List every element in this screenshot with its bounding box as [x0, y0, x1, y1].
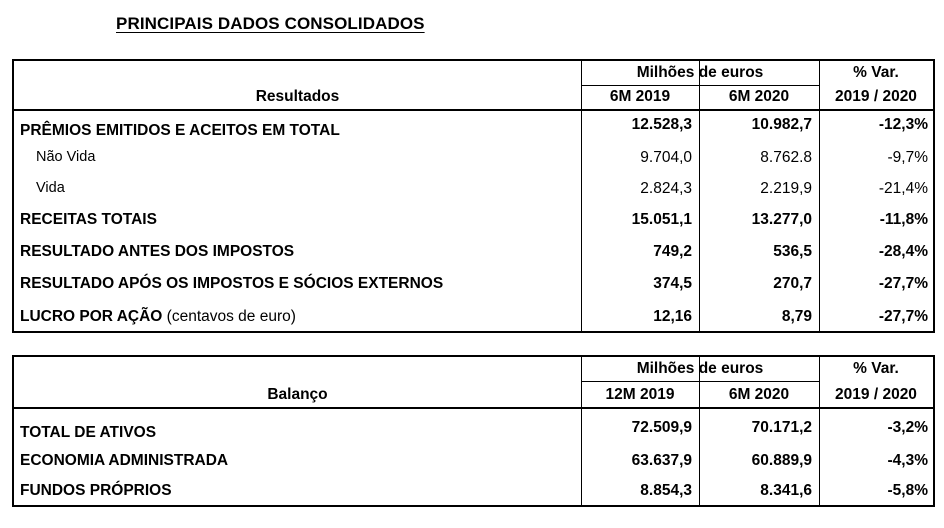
row-value-2019: 374,5 [653, 275, 692, 292]
row-label [20, 308, 296, 326]
row-label: TOTAL DE ATIVOS [20, 424, 157, 441]
results-table [12, 59, 935, 333]
row-value-2020: 13.277,0 [751, 211, 812, 228]
row-label: PRÊMIOS EMITIDOS E ACEITOS EM TOTAL [20, 122, 340, 139]
row-value-2020: 536,5 [773, 243, 812, 260]
row-value-2019: 2.824,3 [640, 180, 692, 197]
row-value-var: -27,7% [878, 308, 928, 325]
row-value-var: -5,8% [887, 482, 928, 499]
column-header-12m-2019: 12M 2019 [605, 386, 675, 403]
row-value-2020: 10.982,7 [751, 116, 812, 133]
row-value-2019: 12.528,3 [631, 116, 692, 133]
balance-table [12, 355, 935, 507]
column-header-6m-2020: 6M 2020 [728, 386, 790, 403]
row-value-2019: 15.051,1 [631, 211, 692, 228]
var-header: % Var. [853, 64, 899, 81]
row-value-2019: 63.637,9 [631, 452, 692, 469]
row-label: ECONOMIA ADMINISTRADA [20, 452, 229, 469]
units-header: Milhões de euros [636, 360, 764, 377]
row-value-2020: 8.341,6 [760, 482, 812, 499]
row-value-2019: 12,16 [653, 308, 692, 325]
row-value-2019: 72.509,9 [631, 419, 692, 436]
row-value-2020: 2.219,9 [760, 180, 812, 197]
row-label: RESULTADO ANTES DOS IMPOSTOS [20, 243, 295, 260]
row-value-2019: 9.704,0 [640, 149, 692, 166]
var-header-years: 2019 / 2020 [835, 386, 917, 403]
row-label: RESULTADO APÓS OS IMPOSTOS E SÓCIOS EXTERNOS [20, 275, 444, 292]
row-value-2020: 60.889,9 [751, 452, 812, 469]
row-label-suffix: (centavos de euro) [162, 308, 296, 325]
page-title: PRINCIPAIS DADOS CONSOLIDADOS [116, 14, 425, 33]
row-label: RECEITAS TOTAIS [20, 211, 157, 228]
section-label: Resultados [255, 88, 340, 105]
row-value-var: -11,8% [879, 211, 928, 228]
row-value-var: -12,3% [878, 116, 928, 133]
column-header-6m-2019: 6M 2019 [609, 88, 671, 105]
units-header: Milhões de euros [636, 64, 764, 81]
row-label: Vida [36, 180, 65, 196]
row-label: FUNDOS PRÓPRIOS [20, 482, 172, 499]
row-value-2020: 8,79 [781, 308, 812, 325]
row-value-var: -3,2% [887, 419, 928, 436]
row-value-2019: 8.854,3 [640, 482, 692, 499]
row-value-var: -4,3% [887, 452, 928, 469]
column-header-6m-2020: 6M 2020 [728, 88, 790, 105]
row-value-var: -27,7% [878, 275, 928, 292]
row-value-2020: 8.762.8 [760, 149, 812, 166]
var-header: % Var. [853, 360, 899, 377]
row-label: Não Vida [36, 149, 96, 165]
section-label: Balanço [267, 386, 328, 403]
row-value-2020: 70.171,2 [751, 419, 812, 436]
var-header-years: 2019 / 2020 [835, 88, 917, 105]
row-value-var: -21,4% [878, 180, 928, 197]
row-label-main: LUCRO POR AÇÃO [20, 308, 163, 325]
row-value-2020: 270,7 [773, 275, 812, 292]
row-value-2019: 749,2 [653, 243, 692, 260]
row-value-var: -28,4% [878, 243, 928, 260]
row-value-var: -9,7% [887, 149, 928, 166]
